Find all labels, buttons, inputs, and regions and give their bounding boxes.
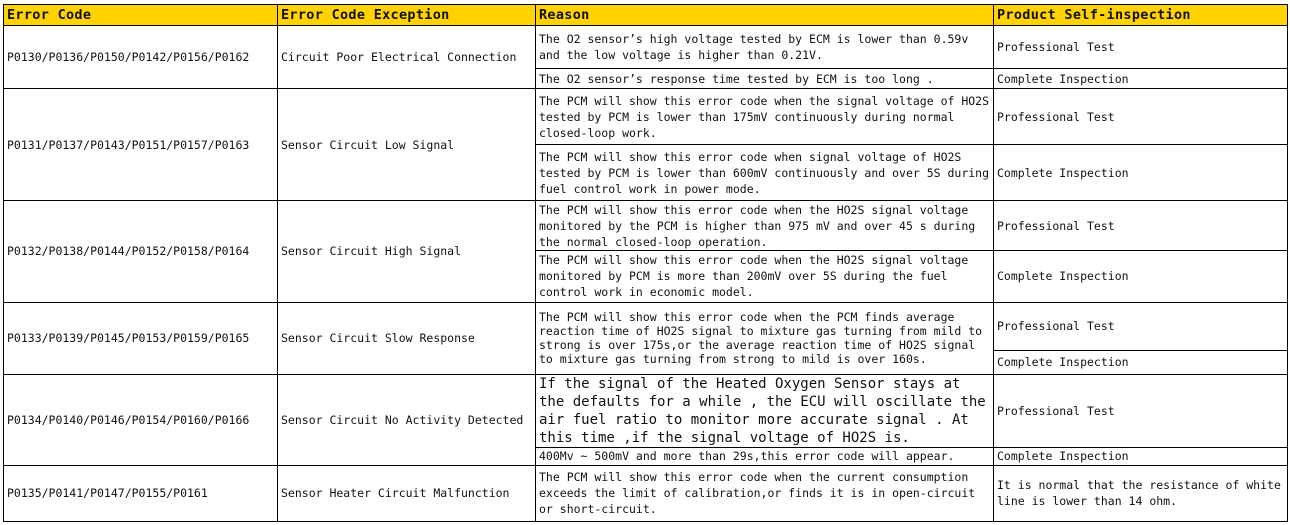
reason-cell: The PCM will show this error code when the HO2S signal voltage monitored by PCM is more than 200mV over 5S during the fuel control work in economic model. <box>536 251 994 302</box>
exception-cell: Sensor Circuit Low Signal <box>278 89 536 201</box>
inspection-cell: Complete Inspection <box>994 69 1288 89</box>
header-reason: Reason <box>536 5 994 26</box>
reason-cell: 400Mv ~ 500mV and more than 29s,this error code will appear. <box>536 447 994 465</box>
inspection-cell: It is normal that the resistance of white line is lower than 14 ohm. <box>994 465 1288 521</box>
error-code-cell: P0132/P0138/P0144/P0152/P0158/P0164 <box>4 201 278 302</box>
inspection-cell: Complete Inspection <box>994 447 1288 465</box>
table-row <box>4 302 1288 350</box>
reason-cell: The O2 sensor’s response time tested by ECM is too long . <box>536 69 994 89</box>
table-row <box>4 89 1288 145</box>
exception-cell: Circuit Poor Electrical Connection <box>278 26 536 89</box>
inspection-cell: Professional Test <box>994 302 1288 350</box>
reason-cell: The O2 sensor’s high voltage tested by ECM is lower than 0.59v and the low voltage is higher than 0.21V. <box>536 26 994 69</box>
exception-cell: Sensor Circuit No Activity Detected <box>278 374 536 465</box>
reason-cell: The PCM will show this error code when the PCM finds average reaction time of HO2S signal to mixture gas turning from mild to strong is over 175s,or the average reaction time of HO2S signal to mixture gas turning from strong to mild is over 160s. <box>536 302 994 374</box>
reason-cell: If the signal of the Heated Oxygen Sensor stays at the defaults for a while , the ECU will oscillate the air fuel ratio to monitor more accurate signal . At this time ,if the signal voltage of HO2S is. <box>536 374 994 447</box>
exception-cell: Sensor Circuit Slow Response <box>278 302 536 374</box>
exception-cell: Sensor Heater Circuit Malfunction <box>278 465 536 521</box>
header-exception: Error Code Exception <box>278 5 536 26</box>
reason-cell: The PCM will show this error code when the signal voltage of HO2S tested by PCM is lower than 175mV continuously during normal closed-loop work. <box>536 89 994 145</box>
exception-cell: Sensor Circuit High Signal <box>278 201 536 302</box>
error-code-cell: P0130/P0136/P0150/P0142/P0156/P0162 <box>4 26 278 89</box>
inspection-cell: Professional Test <box>994 26 1288 69</box>
error-code-cell: P0135/P0141/P0147/P0155/P0161 <box>4 465 278 521</box>
inspection-cell: Complete Inspection <box>994 350 1288 374</box>
error-code-table <box>3 4 1288 522</box>
table-row <box>4 26 1288 69</box>
error-code-cell: P0133/P0139/P0145/P0153/P0159/P0165 <box>4 302 278 374</box>
table-row <box>4 374 1288 447</box>
inspection-cell: Complete Inspection <box>994 145 1288 201</box>
error-code-cell: P0134/P0140/P0146/P0154/P0160/P0166 <box>4 374 278 465</box>
header-self-inspection: Product Self-inspection <box>994 5 1288 26</box>
error-code-cell: P0131/P0137/P0143/P0151/P0157/P0163 <box>4 89 278 201</box>
inspection-cell: Professional Test <box>994 201 1288 251</box>
reason-cell: The PCM will show this error code when signal voltage of HO2S tested by PCM is lower than 600mV continuously and over 5S during fuel control work in power mode. <box>536 145 994 201</box>
inspection-cell: Professional Test <box>994 374 1288 447</box>
table-row <box>4 465 1288 521</box>
table-row <box>4 201 1288 251</box>
inspection-cell: Complete Inspection <box>994 251 1288 302</box>
reason-cell: The PCM will show this error code when the current consumption exceeds the limit of calibration,or finds it is in open-circuit or short-circuit. <box>536 465 994 521</box>
inspection-cell: Professional Test <box>994 89 1288 145</box>
reason-cell: The PCM will show this error code when the HO2S signal voltage monitored by the PCM is higher than 975 mV and over 45 s during the normal closed-loop operation. <box>536 201 994 251</box>
header-error-code: Error Code <box>4 5 278 26</box>
header-row <box>4 5 1288 26</box>
